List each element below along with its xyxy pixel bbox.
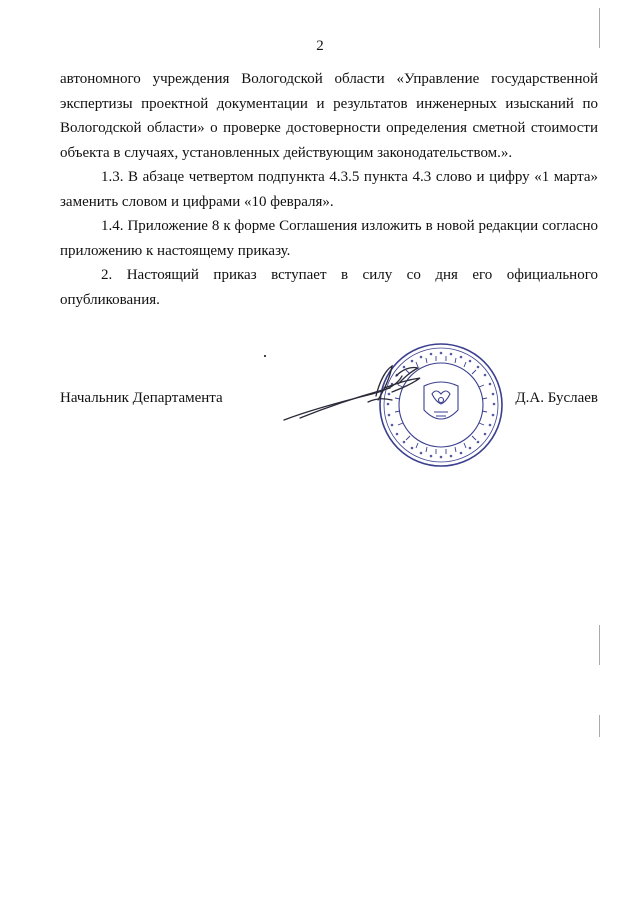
signature-block — [0, 340, 640, 470]
signer-name: Д.А. Буслаев — [515, 390, 598, 406]
scan-edge-line-middle — [599, 625, 600, 665]
paragraph-2: 2. Настоящий приказ вступает в силу со дня его официального опубликования. — [60, 267, 598, 308]
page-number: 2 — [316, 38, 324, 54]
signer-position: Начальник Департамента — [60, 390, 223, 406]
paragraph-continuation: автономного учреждения Вологодской области «Управление государственной экспертизы проектной документации и результатов инженерных изысканий по Вологодской области» о проверке достоверности определения сметной стоимости объекта в случаях, установленных действующим законодательством.». — [60, 71, 598, 161]
paragraph-1-3: 1.3. В абзаце четвертом подпункта 4.3.5 пункта 4.3 слово и цифру «1 марта» заменить словом и цифрами «10 февраля». — [60, 169, 598, 210]
paragraph-1-4: 1.4. Приложение 8 к форме Соглашения изложить в новой редакции согласно приложению к настоящему приказу. — [60, 218, 598, 259]
scan-edge-line-top — [599, 8, 600, 48]
scan-edge-line-lower — [599, 715, 600, 737]
document-body — [60, 67, 598, 312]
handwritten-signature — [280, 358, 450, 428]
